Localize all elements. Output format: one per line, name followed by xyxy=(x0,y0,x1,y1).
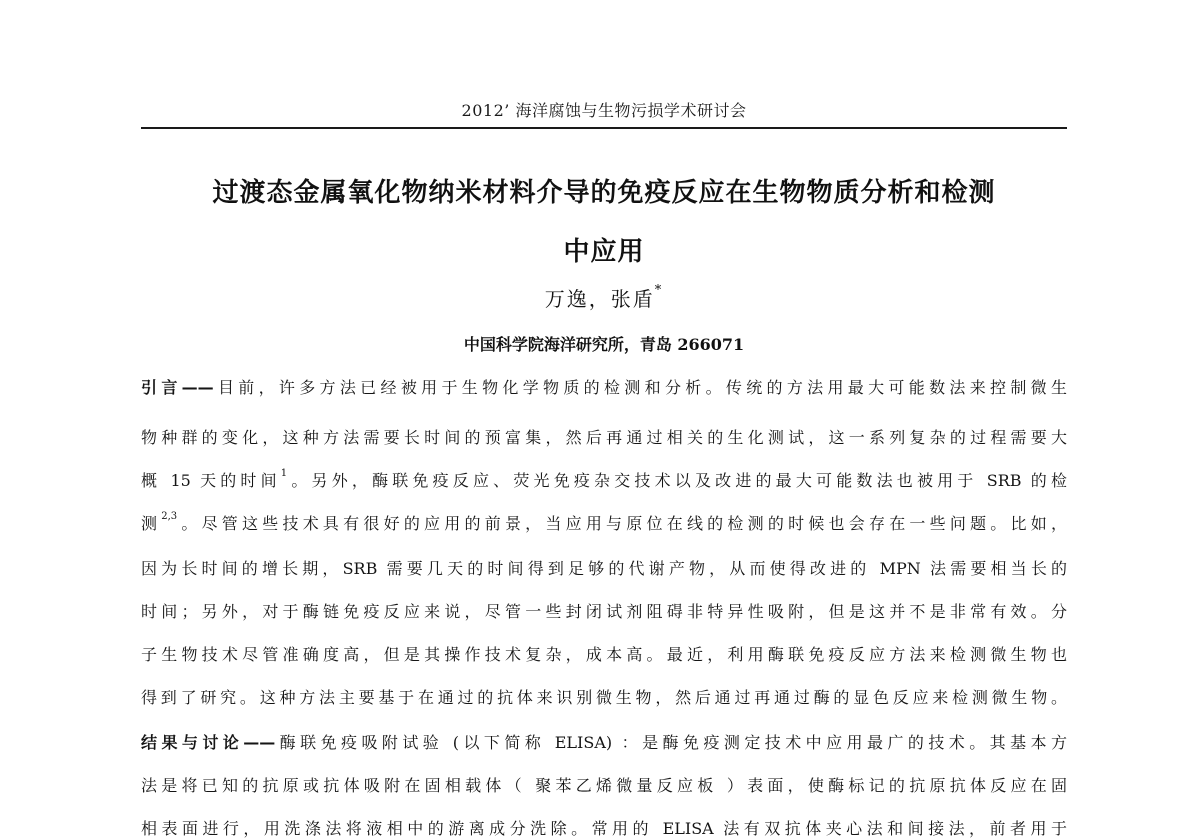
body-line-6: 时间；另外，对于酶链免疫反应来说，尽管一些封闭试剂阻碍非特异性吸附，但是这并不是非常有效。分 xyxy=(141,602,1067,621)
body-line-11: 相表面进行，用洗涤法将液相中的游离成分洗除。常用的 ELISA 法有双抗体夹心法和间接法，前者用于 xyxy=(141,819,1067,838)
body-text: 测 xyxy=(141,514,162,533)
affiliation: 中国科学院海洋研究所，青岛 266071 xyxy=(463,335,745,354)
results-heading: 结果与讨论—— xyxy=(141,733,276,752)
citation-ref: 2,3 xyxy=(161,511,178,522)
body-text: 酶联免疫吸附试验 (以下简称 ELISA) ：是酶免疫测定技术中应用最广的技术。其基本方 xyxy=(275,733,1067,752)
body-line-10: 法是将已知的抗原或抗体吸附在固相载体（ 聚苯乙烯微量反应板 ）表面，使酶标记的抗原抗体反应在固 xyxy=(141,776,1067,795)
body-line-9 xyxy=(141,730,1067,753)
corresponding-author-mark: * xyxy=(654,283,664,298)
author-list xyxy=(141,283,1067,312)
body-text: 。另外，酶联免疫反应、荧光免疫杂交技术以及改进的最大可能数法也被用于 SRB 的检 xyxy=(287,471,1067,490)
paper-title-line-2: 中应用 xyxy=(563,237,645,267)
body-text: 目前，许多方法已经被用于生物化学物质的检测和分析。传统的方法用最大可能数法来控制微生 xyxy=(213,378,1067,397)
body-line-3 xyxy=(141,468,1067,491)
paper-title-line-1: 过渡态金属氧化物纳米材料介导的免疫反应在生物物质分析和检测 xyxy=(212,178,996,208)
body-line-2: 物种群的变化，这种方法需要长时间的预富集，然后再通过相关的生化测试，这一系列复杂的过程需要大 xyxy=(141,428,1067,447)
body-text: 概 15 天的时间 xyxy=(141,471,281,490)
header-rule xyxy=(141,127,1067,129)
citation-ref: 1 xyxy=(280,468,288,479)
body-line-7: 子生物技术尽管准确度高，但是其操作技术复杂，成本高。最近，利用酶联免疫反应方法来检测微生物也 xyxy=(141,645,1067,664)
intro-heading: 引言—— xyxy=(141,378,214,397)
running-header: 2012’ 海洋腐蚀与生物污损学术研讨会 xyxy=(461,101,747,120)
body-line-5: 因为长时间的增长期，SRB 需要几天的时间得到足够的代谢产物，从而使得改进的 MPN 法需要相当长的 xyxy=(141,559,1067,578)
body-line-1 xyxy=(141,375,1067,398)
body-line-4 xyxy=(141,511,1067,534)
body-text: 。尽管这些技术具有很好的应用的前景，当应用与原位在线的检测的时候也会存在一些问题。比如， xyxy=(177,514,1067,533)
author-names: 万逸，张盾 xyxy=(544,287,655,311)
body-line-8: 得到了研究。这种方法主要基于在通过的抗体来识别微生物，然后通过再通过酶的显色反应来检测微生物。 xyxy=(141,688,1067,707)
